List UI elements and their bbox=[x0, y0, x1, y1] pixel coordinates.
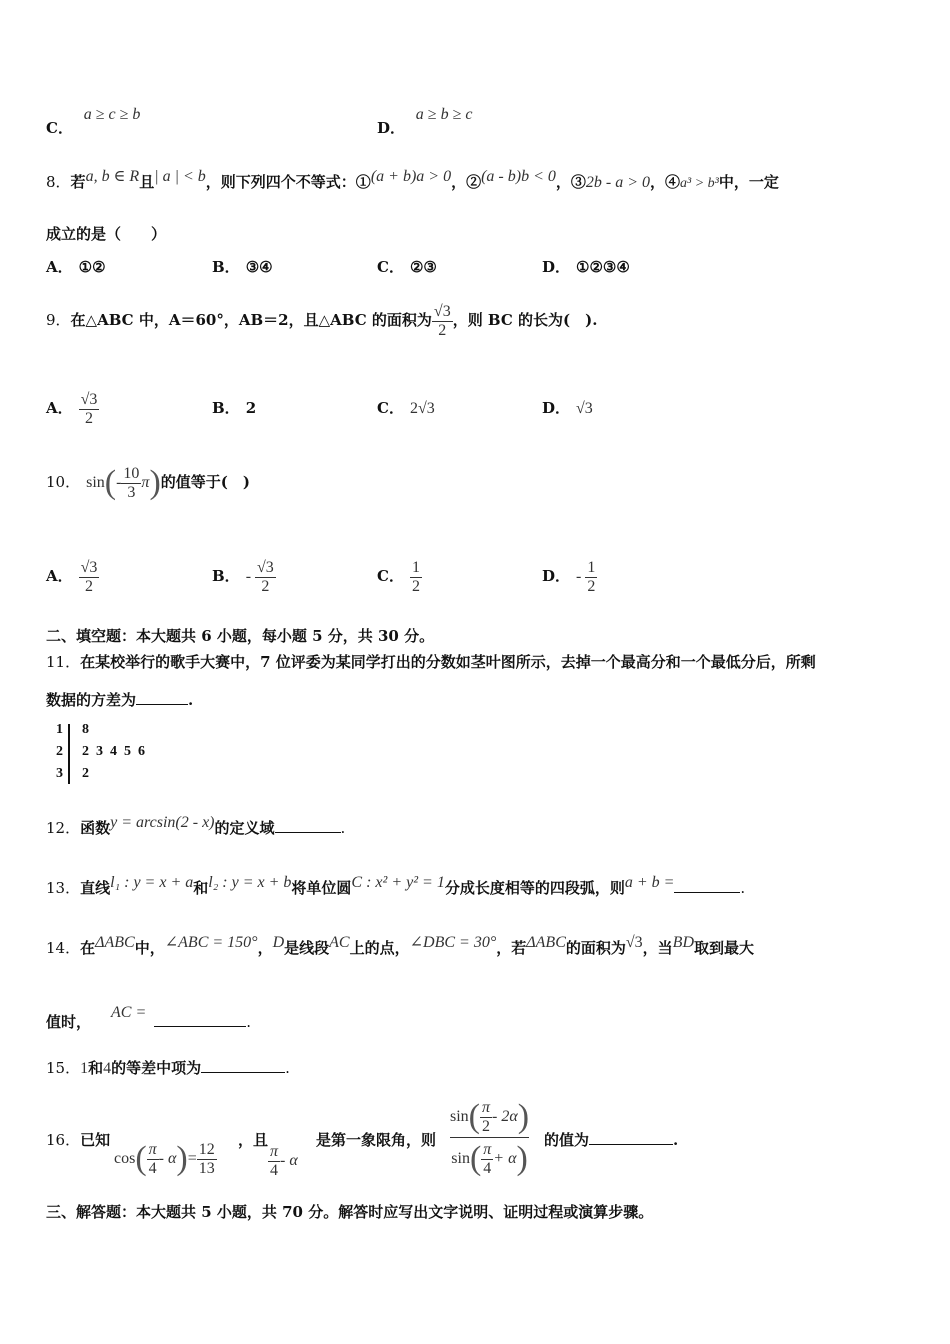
q15-number-a: 1 bbox=[80, 1060, 89, 1077]
q14-expr: AC = bbox=[111, 1004, 147, 1021]
q14-text: 在 bbox=[80, 939, 96, 957]
option-label: A． bbox=[46, 567, 73, 585]
option-fraction bbox=[410, 559, 422, 596]
question-number: 14． bbox=[46, 939, 81, 957]
q16-sin: sin bbox=[451, 1150, 470, 1167]
q13-circle: C : x² + y² = 1 bbox=[351, 874, 445, 891]
option-text: ①② bbox=[78, 258, 106, 276]
fraction-denominator: 2 bbox=[587, 577, 596, 595]
q16-cos-expr bbox=[114, 1138, 217, 1179]
option-fraction bbox=[585, 559, 597, 596]
q14-text: 的面积为 bbox=[565, 939, 626, 957]
answer-blank[interactable] bbox=[674, 878, 740, 893]
question-number: 12． bbox=[46, 819, 81, 837]
q9-option bbox=[377, 380, 435, 437]
question-12 bbox=[46, 814, 346, 839]
q10-option bbox=[542, 548, 597, 605]
q16-pi-over-2 bbox=[480, 1099, 492, 1136]
fraction-numerator bbox=[585, 559, 597, 577]
right-paren-icon: ) bbox=[176, 1140, 188, 1177]
q13-text: 和 bbox=[193, 879, 209, 897]
stem-row bbox=[56, 766, 89, 782]
fraction-denominator: 2 bbox=[85, 409, 94, 427]
option-expr: a ≥ b ≥ c bbox=[415, 106, 473, 123]
question-13 bbox=[46, 874, 746, 899]
option-label: B． bbox=[212, 399, 240, 417]
fraction-denominator: 2 bbox=[438, 321, 447, 339]
question-number: 11． bbox=[46, 653, 81, 671]
q16-pi-over-4 bbox=[147, 1141, 159, 1178]
section-2-heading: 二、填空题：本大题共 6 小题，每小题 5 分，共 30 分。 bbox=[46, 627, 435, 645]
q16-value-fraction bbox=[197, 1141, 217, 1178]
right-paren-icon: ) bbox=[517, 1098, 530, 1135]
fraction-numerator: 3 bbox=[442, 302, 451, 320]
q8-option bbox=[542, 256, 630, 277]
q16-minus-alpha: - α bbox=[158, 1150, 177, 1167]
fraction-denominator: 2 bbox=[411, 577, 420, 595]
option-label: A． bbox=[46, 399, 73, 417]
fraction-numerator-value: 1 bbox=[587, 558, 596, 576]
question-number: 15． bbox=[46, 1059, 81, 1077]
q15-end: . bbox=[285, 1059, 290, 1077]
option-text: ①②③④ bbox=[576, 258, 630, 276]
sqrt-icon bbox=[576, 400, 585, 417]
fraction-denominator: 2 bbox=[85, 577, 94, 595]
q8-option bbox=[212, 256, 273, 277]
q13-line-1: l₁ : y = x + a bbox=[110, 874, 194, 891]
radicand: 3 bbox=[426, 400, 435, 417]
stem-leaf-divider bbox=[68, 724, 70, 784]
fraction-numerator-value: 1 bbox=[411, 558, 420, 576]
stem: 3 bbox=[56, 766, 63, 781]
answer-blank[interactable] bbox=[136, 690, 188, 705]
sqrt-icon bbox=[257, 559, 266, 576]
q14-area: 3 bbox=[634, 934, 643, 951]
left-paren-icon: ( bbox=[468, 1098, 480, 1135]
option-label: D． bbox=[542, 258, 571, 276]
q16-text: 的值为 bbox=[544, 1131, 590, 1149]
fraction-numerator-value: 3 bbox=[89, 390, 98, 408]
stem-row bbox=[56, 744, 145, 760]
fraction-denominator: 4 bbox=[148, 1159, 157, 1177]
q8-line-2: 成立的是（ ） bbox=[46, 225, 167, 243]
q9-option bbox=[542, 380, 593, 437]
question-8 bbox=[46, 168, 779, 194]
option-label: C． bbox=[377, 399, 404, 417]
fraction-numerator: 10 bbox=[123, 464, 140, 482]
option-sign: - bbox=[576, 568, 582, 585]
option-label: C． bbox=[377, 258, 404, 276]
q16-text: 是第一象限角，则 bbox=[316, 1131, 437, 1149]
option-sign: - bbox=[245, 568, 252, 585]
radical-coefficient: 2 bbox=[409, 400, 418, 417]
q9-area-fraction bbox=[432, 303, 453, 340]
stem: 1 bbox=[56, 722, 63, 737]
q14-text: 是线段 bbox=[284, 939, 330, 957]
option-text: 2 bbox=[245, 399, 257, 417]
q11-end: . bbox=[188, 691, 194, 709]
q14-segment-bd: BD bbox=[672, 934, 694, 951]
q12-text: 的定义域 bbox=[214, 819, 275, 837]
q16-numerator bbox=[450, 1096, 529, 1137]
q16-equals: = bbox=[187, 1150, 197, 1167]
q10-text: 的值等于( ) bbox=[160, 473, 250, 491]
option-fraction bbox=[79, 391, 100, 428]
fraction-numerator bbox=[255, 559, 276, 577]
option-label: B． bbox=[212, 567, 240, 585]
q16-cos: cos bbox=[114, 1150, 136, 1167]
fraction-numerator: π bbox=[148, 1140, 157, 1158]
q10-option bbox=[212, 548, 276, 605]
q8-inequality-2: (a - b)b < 0 bbox=[481, 168, 556, 185]
q7-option-c bbox=[46, 103, 141, 137]
q16-tail bbox=[544, 1130, 678, 1150]
q16-denominator bbox=[451, 1138, 528, 1179]
option-radical bbox=[410, 400, 435, 417]
question-number: 10． bbox=[46, 473, 81, 491]
left-paren-icon: ( bbox=[104, 464, 117, 501]
sqrt-icon bbox=[626, 934, 635, 951]
q16-plus-alpha: + α bbox=[493, 1150, 517, 1167]
q12-text: 函数 bbox=[80, 819, 111, 837]
question-11 bbox=[46, 652, 816, 672]
q16-text: ，且 bbox=[238, 1131, 269, 1149]
q14-text: 中， bbox=[134, 939, 165, 957]
q16-pi-over-4 bbox=[481, 1141, 493, 1178]
option-text: ③④ bbox=[245, 258, 273, 276]
question-10 bbox=[46, 462, 250, 503]
question-number: 13． bbox=[46, 879, 81, 897]
fraction-numerator bbox=[79, 559, 100, 577]
question-number: 8． bbox=[46, 173, 71, 191]
question-14 bbox=[46, 934, 755, 959]
q9-option bbox=[212, 380, 256, 436]
q11-line-2 bbox=[46, 690, 193, 710]
fraction-denominator: 2 bbox=[261, 577, 270, 595]
q8-inequality-4: a³ > b³ bbox=[680, 176, 719, 191]
q8-option bbox=[46, 256, 106, 277]
radicand: 3 bbox=[584, 400, 593, 417]
q14-text: 上的点， bbox=[349, 939, 410, 957]
fraction-denominator: 13 bbox=[198, 1159, 215, 1177]
q16-pi-over-4 bbox=[268, 1143, 280, 1180]
q8-text: ，③ bbox=[555, 173, 586, 191]
option-label: A． bbox=[46, 258, 73, 276]
option-label: D． bbox=[377, 119, 406, 137]
question-number: 16． bbox=[46, 1131, 81, 1149]
q8-inequality-1: (a + b)a > 0 bbox=[370, 168, 452, 185]
q11-text: 在某校举行的歌手大赛中，7 位评委为某同学打出的分数如茎叶图所示，去掉一个最高分和一个最低分后，所剩 bbox=[80, 653, 816, 671]
fraction-numerator bbox=[79, 391, 100, 409]
q13-text: 分成长度相等的四段弧，则 bbox=[444, 879, 625, 897]
q14-triangle: ΔABC bbox=[95, 934, 135, 951]
q14-end: . bbox=[246, 1013, 252, 1031]
question-15 bbox=[46, 1058, 290, 1079]
q14-text: 取到最大 bbox=[694, 939, 755, 957]
fraction-denominator: 4 bbox=[483, 1159, 492, 1177]
q10-option bbox=[46, 548, 99, 604]
question-number: 9． bbox=[46, 311, 71, 329]
q12-end: . bbox=[340, 819, 346, 837]
fraction-numerator: π bbox=[270, 1142, 279, 1160]
answer-blank[interactable] bbox=[154, 1012, 246, 1027]
q8-inequality-3: 2b - a > 0 bbox=[585, 174, 650, 191]
q11-text: 数据的方差为 bbox=[46, 691, 137, 709]
answer-blank[interactable] bbox=[275, 818, 341, 833]
q13-line-2: l₂ : y = x + b bbox=[208, 874, 292, 891]
q16-end: . bbox=[673, 1131, 679, 1149]
fraction-numerator-value: 3 bbox=[265, 558, 274, 576]
option-label: C． bbox=[46, 119, 73, 137]
q15-text: 和 bbox=[88, 1059, 104, 1077]
question-16 bbox=[46, 1130, 110, 1150]
right-paren-icon: ) bbox=[149, 464, 161, 501]
q10-option bbox=[377, 548, 422, 604]
q13-text: 将单位圆 bbox=[291, 879, 352, 897]
q16-text: 已知 bbox=[80, 1131, 111, 1149]
q8-text: 中，一定 bbox=[718, 173, 779, 191]
q14-text: ，当 bbox=[642, 939, 673, 957]
q16-big-fraction bbox=[450, 1096, 529, 1179]
right-paren-icon: ) bbox=[516, 1140, 528, 1177]
q8-condition-1: a, b ∈ R bbox=[85, 168, 140, 185]
q10-fraction bbox=[121, 465, 141, 502]
fraction-numerator: π bbox=[483, 1140, 492, 1158]
q9-option bbox=[46, 380, 99, 436]
q16-sin: sin bbox=[450, 1108, 469, 1125]
option-text: ②③ bbox=[409, 258, 437, 276]
q7-option-d bbox=[377, 103, 473, 137]
q10-minus: - bbox=[116, 474, 122, 491]
q13-expr: a + b = bbox=[624, 874, 675, 891]
question-9 bbox=[46, 300, 597, 340]
q14-text: ，若 bbox=[496, 939, 527, 957]
leaves: 8 bbox=[82, 722, 89, 737]
option-label: D． bbox=[542, 567, 571, 585]
sqrt-icon bbox=[434, 303, 443, 320]
sqrt-icon bbox=[418, 400, 427, 417]
q14-angle: ∠ABC = 150° bbox=[164, 934, 258, 951]
q16-minus-2alpha: - 2α bbox=[492, 1108, 518, 1125]
option-fraction bbox=[255, 559, 276, 596]
q14-segment-ac: AC bbox=[329, 934, 350, 951]
fraction-denominator: 2 bbox=[482, 1117, 490, 1135]
stem-row bbox=[56, 722, 89, 738]
left-paren-icon: ( bbox=[469, 1140, 482, 1177]
answer-blank[interactable] bbox=[589, 1130, 673, 1145]
q13-end: . bbox=[740, 879, 746, 897]
option-radical bbox=[576, 400, 593, 417]
q8-text: ，② bbox=[451, 173, 482, 191]
left-paren-icon: ( bbox=[135, 1140, 147, 1177]
option-label: C． bbox=[377, 567, 404, 585]
q8-text: ，则下列四个不等式：① bbox=[205, 173, 371, 191]
q14-triangle-2: ΔABC bbox=[526, 934, 566, 951]
q10-pi: π bbox=[141, 474, 150, 491]
q8-text: 且 bbox=[139, 173, 155, 191]
q8-condition-2: | a | < b bbox=[154, 168, 206, 185]
fraction-numerator: 12 bbox=[198, 1140, 215, 1158]
q8-option bbox=[377, 256, 437, 277]
q16-minus-alpha: - α bbox=[280, 1152, 298, 1169]
q16-angle-expr bbox=[268, 1140, 298, 1181]
q14-text: 值时， bbox=[46, 1013, 92, 1031]
q9-text: 在△ABC 中，A＝60°，AB＝2，且△ABC 的面积为 bbox=[70, 311, 432, 329]
q8-text: 若 bbox=[70, 173, 86, 191]
fraction-denominator: 3 bbox=[127, 483, 136, 501]
fraction-numerator: π bbox=[482, 1098, 491, 1116]
q14-point-d: D bbox=[272, 934, 285, 951]
option-label: B． bbox=[212, 258, 240, 276]
option-expr: a ≥ c ≥ b bbox=[83, 106, 141, 123]
q12-function: y = arcsin(2 - x) bbox=[110, 814, 215, 831]
q9-text: ，则 BC 的长为( ). bbox=[452, 311, 598, 329]
section-3-heading: 三、解答题：本大题共 5 小题，共 70 分。解答时应写出文字说明、证明过程或演算步骤。 bbox=[46, 1203, 654, 1221]
leaves: 2 bbox=[82, 766, 89, 781]
q15-text: 的等差中项为 bbox=[111, 1059, 202, 1077]
fraction-numerator bbox=[410, 559, 422, 577]
q10-sin: sin bbox=[86, 474, 105, 491]
q8-text: ，④ bbox=[650, 173, 681, 191]
q15-number-b: 4 bbox=[103, 1060, 112, 1077]
stem: 2 bbox=[56, 744, 63, 759]
q14-line-2 bbox=[46, 1004, 252, 1033]
q14-text: ， bbox=[257, 939, 273, 957]
q14-angle-2: ∠DBC = 30° bbox=[409, 934, 497, 951]
fraction-numerator-value: 3 bbox=[89, 558, 98, 576]
q13-text: 直线 bbox=[80, 879, 111, 897]
leaves: 2 3 4 5 6 bbox=[82, 744, 145, 759]
option-fraction bbox=[79, 559, 100, 596]
option-label: D． bbox=[542, 399, 571, 417]
answer-blank[interactable] bbox=[201, 1058, 285, 1073]
fraction-denominator: 4 bbox=[270, 1161, 278, 1179]
